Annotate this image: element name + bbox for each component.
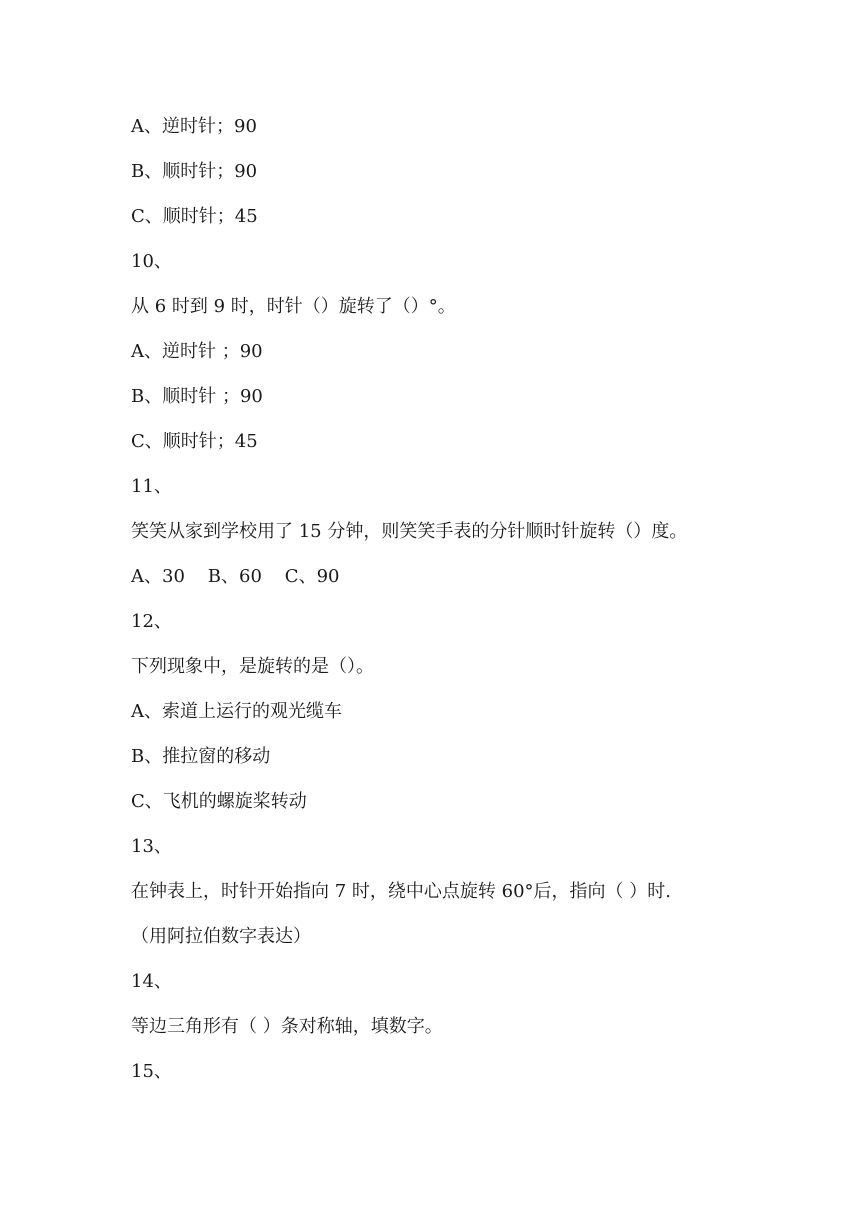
q12-option-a: A、索道上运行的观光缆车 [131, 701, 342, 722]
q9-option-b: B、顺时针；90 [131, 161, 258, 182]
q10-option-b: B、顺时针 ；90 [131, 386, 263, 407]
q10-text: 从 6 时到 9 时，时针（）旋转了（）°。 [131, 296, 456, 317]
q14-text: 等边三角形有（ ）条对称轴，填数字。 [131, 1016, 443, 1037]
q11-text: 笑笑从家到学校用了 15 分钟，则笑笑手表的分针顺时针旋转（）度。 [131, 521, 688, 542]
q14-number: 14、 [131, 971, 172, 992]
q10-option-a: A、逆时针 ；90 [131, 341, 263, 362]
q13-text-note: （用阿拉伯数字表达） [131, 926, 311, 947]
q12-option-b: B、推拉窗的移动 [131, 746, 271, 767]
q10-option-c: C、顺时针；45 [131, 431, 258, 452]
q9-option-c: C、顺时针；45 [131, 206, 258, 227]
q12-number: 12、 [131, 611, 172, 632]
q12-text: 下列现象中，是旋转的是（）。 [131, 656, 374, 677]
q11-number: 11、 [131, 476, 172, 497]
q13-number: 13、 [131, 836, 172, 857]
q10-number: 10、 [131, 251, 172, 272]
q15-number: 15、 [131, 1061, 172, 1082]
q11-options: A、30 B、60 C、90 [131, 566, 340, 587]
q13-text: 在钟表上，时针开始指向 7 时，绕中心点旋转 60°后，指向（ ）时. [131, 881, 671, 902]
q9-option-a: A、逆时针；90 [131, 116, 257, 137]
q12-option-c: C、飞机的螺旋桨转动 [131, 791, 307, 812]
